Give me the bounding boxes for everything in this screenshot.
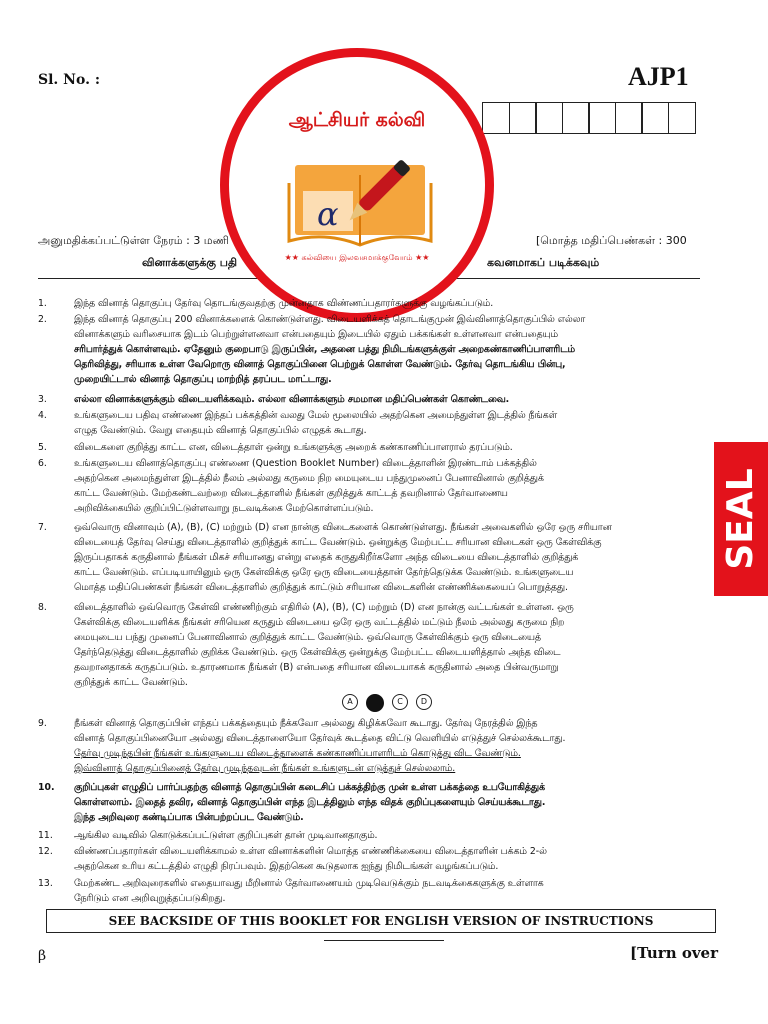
divider (324, 940, 444, 941)
item-number: 2. (38, 314, 47, 325)
register-number-boxes (482, 102, 694, 134)
digit-box (562, 102, 590, 134)
item-text: எல்லா வினாக்களுக்கும் விடையளிக்கவும். எல்லா வினாக்களும் சமமான மதிப்பெண்கள் கொண்டவை. (74, 394, 510, 405)
digit-box (535, 102, 563, 134)
digit-box (509, 102, 537, 134)
seal-label (714, 442, 768, 596)
english-version-note: SEE BACKSIDE OF THIS BOOKLET FOR ENGLISH VERSION OF INSTRUCTIONS (46, 909, 716, 933)
digit-box (615, 102, 643, 134)
seal-text: SEAL (720, 468, 761, 570)
bubble-c: C (392, 694, 408, 710)
item-text: இந்த வினாத் தொகுப்பு 200 வினாக்களைக் கொண்டுள்ளது. விடையளிக்கத் தொடங்குமுன் இவ்வினாத்தொகுப்பில் எல்லா வினாக்களும் வரிசையாக இடம் பெற்றுள்ளனவா என்பதையும் இடையில் ஏதும் பக்கங்கள் உள்ளனவா என்பதையும் சரிபார்த்துக் கொள்ளவும். ஏதேனும் குறைபாடு இருப்பின், அதனை பத்து நிமிடங்களுக்குள் அறைகண்காணிப்பாளரிடம் தெரிவித்து, சரியாக உள்ள வேறொரு வினாத் தொகுப்பினை பெற்றுக் கொள்ள வேண்டும். தேர்வு தொடங்கிய பின்பு, முறையிட்டால் வினாத் தொகுப்பு மாற்றித் தரப்பட மாட்டாது. (74, 314, 586, 385)
item-number: 3. (38, 394, 47, 405)
item-number: 13. (38, 878, 53, 889)
item-number: 8. (38, 602, 47, 613)
heading-left: வினாக்களுக்கு பதி (142, 256, 237, 269)
logo-tagline: ★★ கல்வியை இலவசமாக்குவோம் ★★ (284, 253, 430, 262)
time-allowed: அனுமதிக்கப்பட்டுள்ள நேரம் : 3 மணி (38, 234, 230, 247)
total-marks: [மொத்த மதிப்பெண்கள் : 300 (536, 234, 687, 247)
bubble-a: A (342, 694, 358, 710)
item-text: உங்களுடைய பதிவு எண்ணை இந்தப் பக்கத்தின் வலது மேல் மூலையில் அதற்கென அமைந்துள்ள இடத்தில் நீங்கள் எழுத வேண்டும். வேறு எதையும் வினாத் தொகுப்பில் எழுதக் கூடாது. (74, 410, 557, 436)
item-text: குறிப்புகள் எழுதிப் பார்ப்பதற்கு வினாத் தொகுப்பின் கடைசிப் பக்கத்திற்கு முன் உள்ள பக்கத்தை உபயோகித்துக் கொள்ளலாம். இதைத் தவிர, வினாத் தொகுப்பின் எந்த இடத்திலும் எந்த விதக் குறிப்புகளையும் செய்யக்கூடாது. இந்த அறிவுரை கண்டிப்பாக பின்பற்றப்பட வேண்டும். (74, 782, 546, 823)
item-number: 4. (38, 410, 47, 421)
turn-over: [Turn over (630, 944, 718, 962)
item-text: ஒவ்வொரு வினாவும் (A), (B), (C) மற்றும் (D) என நான்கு விடைகளைக் கொண்டுள்ளது. நீங்கள் அவைகளில் ஒரே ஒரு சரியான விடையைத் தேர்வு செய்து விடைத்தாளில் குறித்துக் காட்ட வேண்டும். ஒன்றுக்கு மேற்பட்ட சரியான விடைகள் ஒரு கேள்விக்கு இருப்பதாகக் கருதினால் நீங்கள் மிகச் சரியானது என்று எதைக் கருதுகிறீர்களோ அந்த விடையை விடைத்தாளில் குறித்துக் காட்ட வேண்டும். எப்படியாயினும் ஒரு கேள்விக்கு ஒரே ஒரு விடையைத்தான் தேர்ந்தெடுக்க வேண்டும். உங்களுடைய மொத்த மதிப்பெண்கள் நீங்கள் விடைத்தாளில் குறித்துக் காட்டும் சரியான விடைகளின் எண்ணிக்கையைப் பொறுத்தது. (74, 522, 612, 593)
booklet-code: AJP1 (628, 62, 689, 91)
item-number: 9. (38, 718, 47, 729)
digit-box (641, 102, 669, 134)
item-text: விடைகளை குறித்து காட்ட என, விடைத்தாள் ஒன்று உங்களுக்கு அறைக் கண்காணிப்பாளரால் தரப்படும். (74, 442, 513, 453)
item-number: 12. (38, 846, 53, 857)
item-number: 10. (38, 782, 55, 793)
item-text: இந்த வினாத் தொகுப்பு தேர்வு தொடங்குவதற்கு முன்னதாக விண்ணப்பதாரர்களுக்கு வழங்கப்படும். (74, 298, 494, 309)
item-text: மேற்கண்ட அறிவுரைகளில் எதையாவது மீறினால் தேர்வாணையம் முடிவெடுக்கும் நடவடிக்கைகளுக்கு உள்ளாக நேரிடும் என அறிவுறுத்தப்படுகிறது. (74, 878, 544, 904)
page-mark: β (38, 948, 47, 964)
item-text: நீங்கள் வினாத் தொகுப்பின் எந்தப் பக்கத்தையும் நீக்கவோ அல்லது கிழிக்கவோ கூடாது. தேர்வு நேரத்தில் இந்த வினாத் தொகுப்பினையோ அல்லது விடைத்தாளையோ தேர்வுக் கூடத்தை விட்டு வெளியில் எடுத்துச் செல்லக்கூடாது. தேர்வு முடிந்தபின் நீங்கள் உங்களுடைய விடைத்தாளைக் கண்காணிப்பாளரிடம் கொடுத்து விட வேண்டும். இவ்வினாத் தொகுப்பினைத் தேர்வு முடிந்தவுடன் நீங்கள் உங்களுடன் எடுத்துச் செல்லலாம். (74, 718, 566, 774)
logo-letter: α (317, 195, 339, 233)
item-text: உங்களுடைய வினாத்தொகுப்பு எண்ணை (Question Booklet Number) விடைத்தாளின் இரண்டாம் பக்கத்தில் அதற்கென அமைந்துள்ள இடத்தில் நீலம் அல்லது கருமை நிற மையுடைய பந்துமுனைப் பேனாவினால் குறித்துக் காட்ட வேண்டும். மேற்கண்டவற்றை விடைத்தாளில் நீங்கள் குறித்துக் காட்டத் தவறினால் தேர்வாணைய அறிவிக்கையில் குறிப்பிட்டுள்ளவாறு நடவடிக்கை மேற்கொள்ளப்படும். (74, 458, 544, 514)
item-number: 5. (38, 442, 47, 453)
book-pen-icon (285, 145, 435, 251)
logo-title: ஆட்சியர் கல்வி (288, 109, 426, 131)
item-number: 1. (38, 298, 47, 309)
digit-box (668, 102, 696, 134)
item-text: விடைத்தாளில் ஒவ்வொரு கேள்வி எண்ணிற்கும் எதிரில் (A), (B), (C) மற்றும் (D) என நான்கு வட்டங்கள் உள்ளன. ஒரு கேள்விக்கு விடையளிக்க நீங்கள் சரியென கருதும் விடையை ஒரே ஒரு வட்டத்தில் மட்டும் நீலம் அல்லது கருமை நிற மையுடைய பந்து முனைப் பேனாவினால் குறித்துக் காட்ட வேண்டும். ஒவ்வொரு கேள்விக்கும் ஒரு விடையைத் தேர்ந்தெடுத்து விடைத்தாளில் குறிக்க வேண்டும். ஒரு கேள்விக்கு ஒன்றுக்கு மேற்பட்ட விடையளித்தால் அந்த விடை தவறானதாகக் கருதப்படும். உதாரணமாக நீங்கள் (B) என்பதை சரியான விடையாகக் கருதினால் அதை பின்வருமாறு குறித்துக் காட்ட வேண்டும். (74, 602, 574, 688)
item-text: விண்ணப்பதாரர்கள் விடையளிக்காமல் உள்ள வினாக்களின் மொத்த எண்ணிக்கையை விடைத்தாளின் பக்கம் 2-ல் அதற்கென உரிய கட்டத்தில் எழுதி நிரப்பவும். இதற்கென கூடுதலாக ஐந்து நிமிடங்கள் வழங்கப்படும். (74, 846, 547, 872)
digit-box (482, 102, 510, 134)
serial-number-label: Sl. No. : (38, 72, 100, 88)
item-text: ஆங்கில வடிவில் கொடுக்கப்பட்டுள்ள குறிப்புகள் தான் முடிவானதாகும். (74, 830, 378, 841)
item-number: 11. (38, 830, 53, 841)
heading-right: கவனமாகப் படிக்கவும் (487, 256, 600, 269)
example-bubbles (342, 694, 432, 712)
item-number: 7. (38, 522, 47, 533)
digit-box (588, 102, 616, 134)
item-number: 6. (38, 458, 47, 469)
bubble-b-filled (366, 694, 384, 712)
watermark-logo (220, 48, 494, 322)
bubble-d: D (416, 694, 432, 710)
